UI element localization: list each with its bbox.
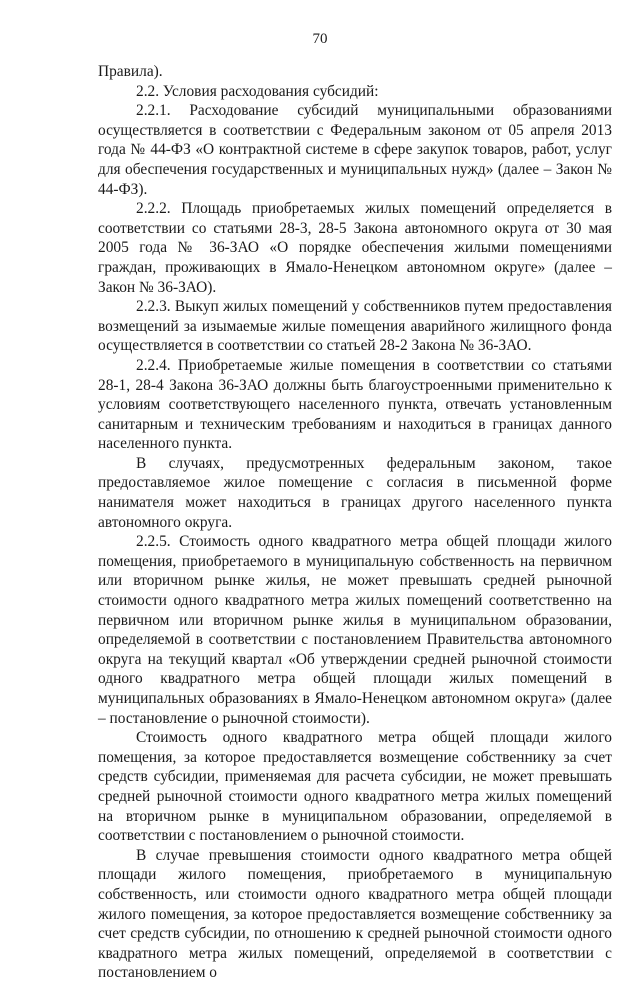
paragraph-clause-2-2-5: 2.2.5. Стоимость одного квадратного метра общей площади жилого помещения, приобретаемого в муниципальную собственность на первичном или вторичном рынке жилья, не может превышать средней рыночной стоимости одного квадратного метра жилых помещений соответственно на первичном или вторичном рынке жилья в муниципальном образовании, определяемой в соответствии с постановлением Правительства автономного округа на текущий квартал «Об утверждении средней рыночной стоимости одного квадратного метра общей площади жилых помещений в муниципальных образованиях в Ямало-Ненецком автономном округа» (далее – постановление о рыночной стоимости). [98, 533, 612, 727]
paragraph-clause-2-2-2: 2.2.2. Площадь приобретаемых жилых помещений определяется в соответствии со статьями 28-3, 28-5 Закона автономного округа от 30 мая 2005 года № 36-ЗАО «О порядке обеспечения жилыми помещениями граждан, проживающих в Ямало-Ненецком автономном округе» (далее – Закон № 36-ЗАО). [98, 200, 612, 296]
paragraph-clause-2-2-3: 2.2.3. Выкуп жилых помещений у собственников путем предоставления возмещений за изымаемые жилые помещения аварийного жилищного фонда осуществляется в соответствии со статьей 28-2 Закона № 36-ЗАО. [98, 298, 612, 355]
paragraph-clause-2-2-4: 2.2.4. Приобретаемые жилые помещения в соответствии со статьями 28-1, 28-4 Закона 36-ЗАО должны быть благоустроенными применительно к условиям соответствующего населенного пункта, отвечать установленным санитарным и техническим требованиям и находиться в границах данного населенного пункта. [98, 356, 612, 453]
paragraph-section-2-2: 2.2. Условия расходования субсидий: [136, 82, 379, 100]
document-body [98, 62, 612, 983]
page-number: 70 [312, 31, 328, 47]
paragraph-clause-2-2-1: 2.2.1. Расходование субсидий муниципальными образованиями осуществляется в соответствии с Федеральным законом от 05 апреля 2013 года № 44-ФЗ «О контрактной системе в сфере закупок товаров, работ, услуг для обеспечения государственных и муниципальных нужд» (далее – Закон № 44-ФЗ). [98, 102, 612, 198]
paragraph-continuation: Правила). [98, 63, 163, 80]
paragraph-cost-excess: В случае превышения стоимости одного квадратного метра общей площади жилого помещения, приобретаемого в муниципальную собственность, или стоимости одного квадратного метра общей площади жилого помещения, за которое предоставляется возмещение собственнику за счет средств субсидии, по отношению к средней рыночной стоимости одного квадратного метра жилых помещений, определяемой в соответствии с постановлением о [98, 846, 612, 982]
paragraph-compensation-cost: Стоимость одного квадратного метра общей площади жилого помещения, за которое предоставляется возмещение собственнику за счет средств субсидии, применяемая для расчета субсидии, не может превышать средней рыночной стоимости одного квадратного метра жилых помещений на вторичном рынке в муниципальном образовании, определяемой в соответствии с постановлением о рыночной стоимости. [98, 729, 612, 845]
paragraph-exceptions: В случаях, предусмотренных федеральным законом, такое предоставляемое жилое помещение с согласия в письменной форме нанимателя может находиться в границах другого населенного пункта автономного округа. [98, 454, 612, 531]
